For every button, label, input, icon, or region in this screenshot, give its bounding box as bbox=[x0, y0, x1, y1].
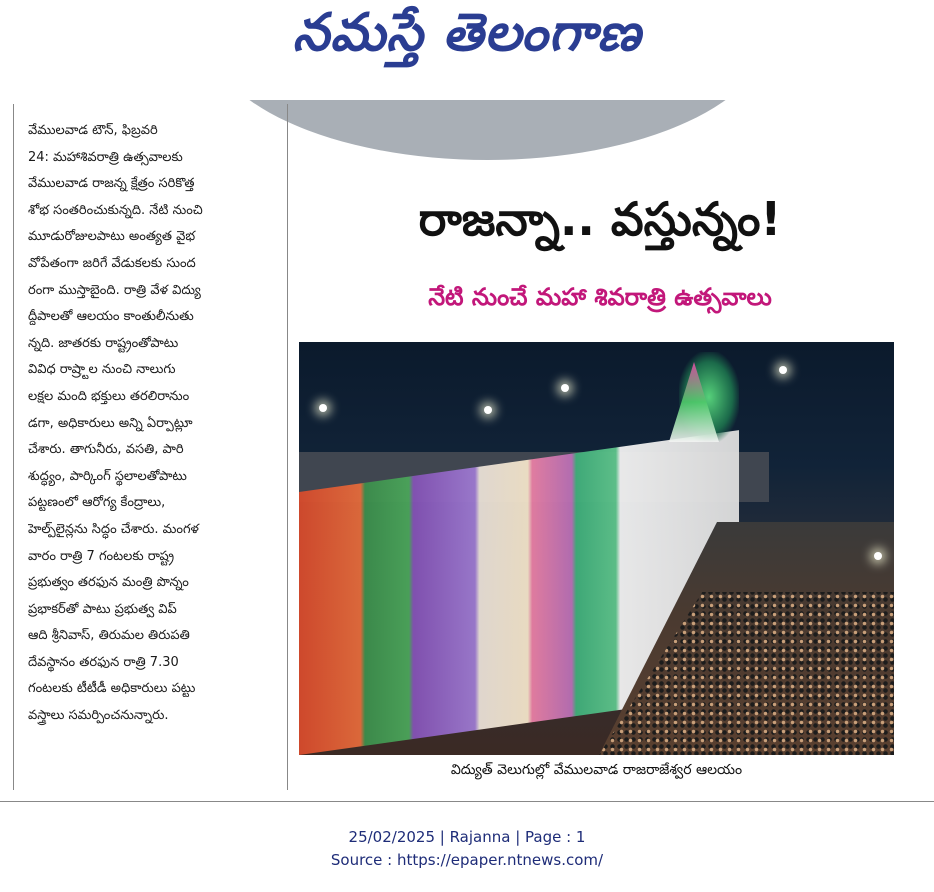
street-lamp bbox=[561, 384, 569, 392]
article-line: హెల్ప్‌లైన్లను సిద్ధం చేశారు. మంగళ bbox=[28, 521, 199, 537]
photo-caption: విద్యుత్ వెలుగుల్లో వేములవాడ రాజరాజేశ్వర ఆలయం bbox=[450, 762, 743, 778]
temple-photo bbox=[299, 342, 894, 755]
street-lamp bbox=[484, 406, 492, 414]
article-line: న్నది. జాతరకు రాష్ట్రంతోపాటు bbox=[28, 335, 179, 351]
article-line: వస్త్రాలు సమర్పించనున్నారు. bbox=[28, 708, 169, 724]
street-lamp bbox=[874, 552, 882, 560]
article-line: పట్టణంలో ఆరోగ్య కేంద్రాలు, bbox=[28, 495, 166, 511]
article-line: ప్రభాకర్‌తో పాటు ప్రభుత్వ విప్ bbox=[28, 601, 177, 617]
column-divider bbox=[287, 104, 288, 790]
article-line: ద్దీపాలతో ఆలయం కాంతులీనుతు bbox=[28, 309, 194, 325]
street-lamp bbox=[779, 366, 787, 374]
article-line: మూడురోజులపాటు అంత్యత వైభ bbox=[28, 229, 196, 245]
article-line: ప్రభుత్వం తరఫున మంత్రి పొన్నం bbox=[28, 575, 189, 591]
masthead-title: నమస్తే తెలంగాణ bbox=[292, 2, 642, 63]
masthead bbox=[0, 0, 934, 78]
article-line: దేవస్థానం తరఫున రాత్రి 7.30 bbox=[28, 654, 179, 670]
article-line: వివిధ రాష్ర్టాల నుంచి నాలుగు bbox=[28, 362, 176, 378]
footer-divider bbox=[0, 801, 934, 802]
article-line: లక్షల మంది భక్తులు తరలిరానుం bbox=[28, 388, 190, 404]
article-line: వేములవాడ టౌన్, ఫిబ్రవరి bbox=[28, 123, 158, 138]
article-body bbox=[28, 118, 284, 730]
footer bbox=[0, 826, 934, 872]
article-line: వేములవాడ రాజన్న క్షేత్రం సరికొత్త bbox=[28, 176, 195, 192]
article-line: చేశారు. తాగునీరు, వసతి, పారి bbox=[28, 442, 184, 458]
article-line: ఆది శ్రీనివాస్, తిరుమల తిరుపతి bbox=[28, 628, 190, 644]
footer-date-line: 25/02/2025 | Rajanna | Page : 1 bbox=[348, 828, 586, 846]
article-line: గంటలకు టీటీడీ అధికారులు పట్టు bbox=[28, 681, 196, 697]
article-line: రంగా ముస్తాబైంది. రాత్రి వేళ విద్యు bbox=[28, 282, 201, 298]
subheadline: నేటి నుంచే మహా శివరాత్రి ఉత్సవాలు bbox=[428, 283, 772, 311]
footer-source-line: Source : https://epaper.ntnews.com/ bbox=[330, 851, 604, 869]
article-line: వారం రాత్రి 7 గంటలకు రాష్ట్ర bbox=[28, 548, 175, 564]
street-lamp bbox=[319, 404, 327, 412]
article-line: వోపేతంగా జరిగే వేడుకలకు సుంద bbox=[28, 255, 196, 271]
article-line: శుద్ధ్యం, పార్కింగ్ స్థలాలతోపాటు bbox=[28, 468, 187, 484]
banner-arc bbox=[205, 100, 770, 166]
article-line: 24: మహాశివరాత్రి ఉత్సవాలకు bbox=[28, 149, 183, 165]
article-line: డగా, అధికారులు అన్ని ఏర్పాట్లూ bbox=[28, 415, 193, 431]
left-divider bbox=[13, 104, 14, 790]
headline: రాజన్నా.. వస్తున్నం! bbox=[418, 192, 782, 246]
article-line: శోభ సంతరించుకున్నది. నేటి నుంచి bbox=[28, 202, 203, 218]
